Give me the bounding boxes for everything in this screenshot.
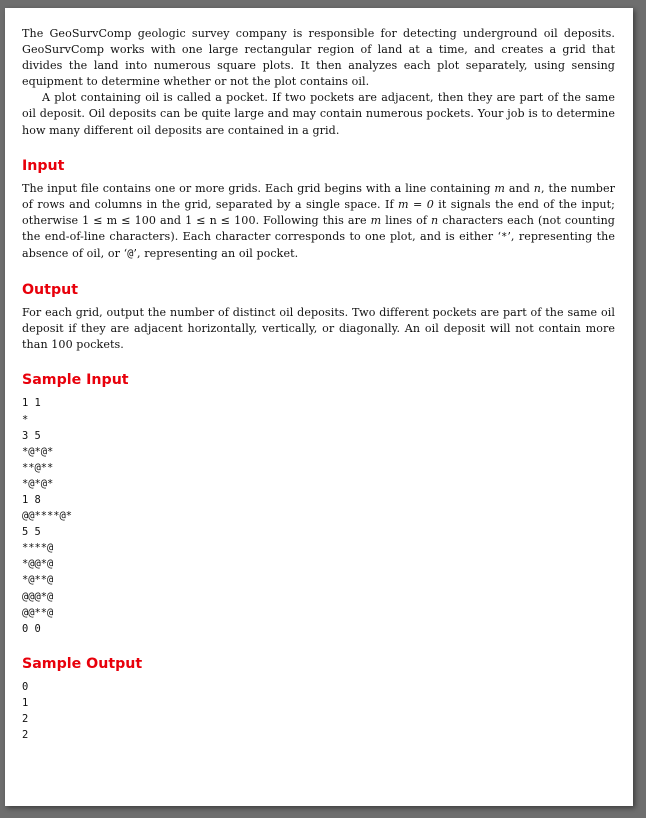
sample-input-heading: Sample Input — [22, 372, 129, 389]
sample-input-line: *@*@* — [22, 477, 54, 490]
input-heading: Input — [22, 157, 65, 174]
sample-output-line: 1 — [22, 696, 29, 709]
sample-input-line: 5 5 — [22, 526, 41, 539]
output-heading: Output — [22, 282, 78, 299]
sample-input-line: 0 0 — [22, 622, 41, 635]
sample-input-line: ****@ — [22, 542, 54, 555]
sample-input-line: @@****@* — [22, 510, 73, 523]
sample-input-line: *@*@* — [22, 445, 54, 458]
sample-input-block — [22, 395, 615, 636]
intro-paragraph: The GeoSurvComp geologic survey company is responsible for detecting underground oil deposits. GeoSurvComp works with one large rectangular region of land at a time, and creates a grid that divides the land into numerous square plots. It then analyzes each plot separately, using sensing equipment to determine whether or not the plot contains oil. — [22, 27, 615, 89]
sample-input-line: 3 5 — [22, 429, 41, 442]
sample-input-line: *@**@ — [22, 574, 54, 587]
sample-output-line: 0 — [22, 680, 29, 693]
sample-input-line: **@** — [22, 461, 54, 474]
input-description: The input file contains one or more grids. Each grid begins with a line containing m and n, the number of rows and columns in the grid, separated by a single space. If m = 0 it signals the end of the input; otherwise 1 ≤ m ≤ 100 and 1 ≤ n ≤ 100. Following this are m lines of n characters each (not counting the end-of-line characters). Each character corresponds to one plot, and is either ‘*’, representing the absence of oil, or ‘@’, representing an oil pocket. — [22, 181, 616, 261]
problem-statement — [22, 26, 615, 743]
sample-output-line: 2 — [22, 729, 29, 742]
sample-output-heading: Sample Output — [22, 655, 143, 672]
pocket-paragraph: A plot containing oil is called a pocket. If two pockets are adjacent, then they are part of the same oil deposit. Oil deposits can be quite large and may contain numerous pockets. Your job is to determine how many different oil deposits are contained in a grid. — [22, 91, 615, 137]
sample-output-block — [22, 679, 615, 743]
sample-output-line: 2 — [22, 713, 29, 725]
sample-input-line: @@**@ — [22, 606, 54, 619]
output-description: For each grid, output the number of distinct oil deposits. Two different pockets are part of the same oil deposit if they are adjacent horizontally, vertically, or diagonally. An oil deposit will not contain more than 100 pockets. — [22, 306, 615, 352]
sample-input-line: * — [22, 413, 29, 426]
sample-input-line: 1 8 — [22, 493, 41, 506]
document-page — [5, 8, 633, 806]
sample-input-line: *@@*@ — [22, 558, 54, 571]
sample-input-line: 1 1 — [22, 397, 41, 410]
sample-input-line: @@@*@ — [22, 590, 54, 603]
